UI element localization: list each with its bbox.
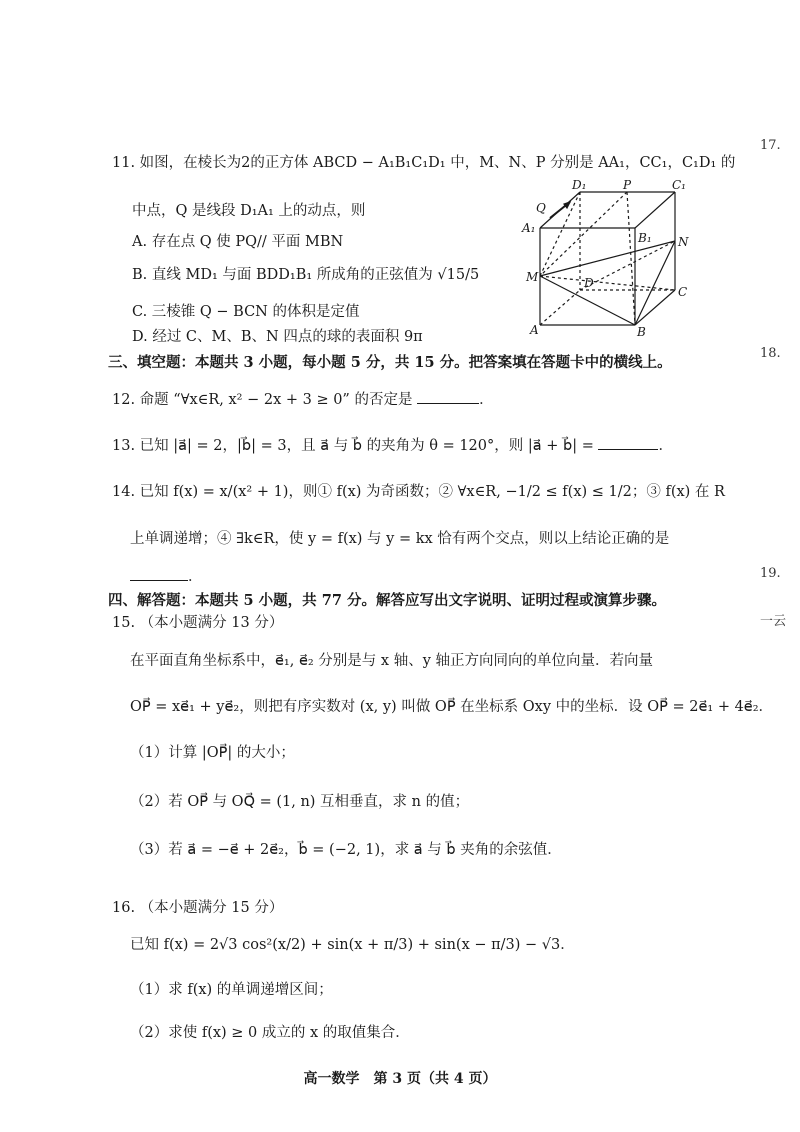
q12-line: 12. 命题 “∀x∈R, x² − 2x + 3 ≥ 0” 的否定是 ． <box>112 389 494 410</box>
label-q: Q <box>536 201 546 215</box>
label-p: P <box>623 180 632 192</box>
label-n: N <box>678 235 689 249</box>
label-b: B <box>637 325 646 339</box>
q11-stem-line2: 中点，Q 是线段 D₁A₁ 上的动点，则 <box>132 203 366 219</box>
cube-figure <box>520 180 700 340</box>
label-b1: B₁ <box>638 231 652 245</box>
q11-option-d: D. 经过 C、M、B、N 四点的球的表面积 9π <box>132 329 423 345</box>
q15-part1: （1）计算 |OP⃗| 的大小； <box>130 745 295 761</box>
label-a1: A₁ <box>522 221 536 235</box>
q14-line2: 上单调递增；④ ∃k∈R，使 y = f(x) 与 y = kx 恰有两个交点，则以上结论正确的是 <box>130 531 670 547</box>
q14-line1: 14. 已知 f(x) = x/(x² + 1)，则① f(x) 为奇函数；② ∀x∈R, −1/2 ≤ f(x) ≤ 1/2；③ f(x) 在 R <box>112 484 725 500</box>
q16-part1: （1）求 f(x) 的单调递增区间； <box>130 982 333 998</box>
q15-text2: OP⃗ = xe⃗₁ + ye⃗₂，则把有序实数对 (x, y) 叫做 OP⃗ 在坐标系 Oxy 中的坐标．设 OP⃗ = 2e⃗₁ + 4e⃗₂． <box>130 699 774 715</box>
q12-text: 12. 命题 “∀x∈R, x² − 2x + 3 ≥ 0” 的否定是 <box>112 392 413 408</box>
q13-line: 13. 已知 |a⃗| = 2，|b⃗| = 3，且 a⃗ 与 b⃗ 的夹角为 θ = 120°，则 |a⃗ + b⃗| = ． <box>112 435 673 456</box>
q13-text: 13. 已知 |a⃗| = 2，|b⃗| = 3，且 a⃗ 与 b⃗ 的夹角为 θ = 120°，则 |a⃗ + b⃗| = <box>112 438 594 454</box>
line-dn <box>580 241 675 290</box>
q13-answer-blank <box>598 435 658 450</box>
section4-heading: 四、解答题：本题共 5 小题，共 77 分。解答应写出文字说明、证明过程或演算步骤。 <box>108 592 666 609</box>
q15-text1: 在平面直角坐标系中，e⃗₁, e⃗₂ 分别是与 x 轴、y 轴正方向同向的单位向量．若向量 <box>130 653 653 669</box>
q15-part3: （3）若 a⃗ = −e⃗ + 2e⃗₂，b⃗ = (−2, 1)，求 a⃗ 与 b⃗ 夹角的余弦值． <box>130 842 562 858</box>
q11-option-a: A. 存在点 Q 使 PQ// 平面 MBN <box>132 234 344 250</box>
side-number-19: 19. <box>760 566 781 581</box>
line-pm <box>540 192 627 276</box>
q11-option-c: C. 三棱锥 Q − BCN 的体积是定值 <box>132 304 360 320</box>
label-m: M <box>526 270 539 284</box>
section3-heading: 三、填空题：本题共 3 小题，每小题 5 分，共 15 分。把答案填在答题卡中的横线上。 <box>108 354 672 371</box>
label-c: C <box>678 285 688 299</box>
label-a: A <box>530 323 539 337</box>
line-mn <box>540 241 675 276</box>
side-number-18: 18. <box>760 346 781 361</box>
q11-stem-line1: 11. 如图，在棱长为2的正方体 ABCD − A₁B₁C₁D₁ 中，M、N、P 分别是 AA₁，CC₁，C₁D₁ 的 <box>112 155 736 171</box>
label-d: D <box>584 276 594 290</box>
line-pb <box>627 192 635 325</box>
label-d1: D₁ <box>572 180 587 192</box>
q11-option-b: B. 直线 MD₁ 与面 BDD₁B₁ 所成角的正弦值为 √15/5 <box>132 267 480 283</box>
q16-part2: （2）求使 f(x) ≥ 0 成立的 x 的取值集合． <box>130 1025 410 1041</box>
side-number-17: 17. <box>760 138 781 153</box>
edge-bc <box>635 290 675 325</box>
label-c1: C₁ <box>672 180 686 192</box>
q15-part2: （2）若 OP⃗ 与 OQ⃗ = (1, n) 互相垂直，求 n 的值； <box>130 794 470 810</box>
q16-text: 已知 f(x) = 2√3 cos²(x/2) + sin(x + π/3) + sin(x − π/3) − √3． <box>130 937 575 953</box>
line-md1 <box>540 192 580 276</box>
q16-title: 16. （本小题满分 15 分） <box>112 900 284 916</box>
q12-answer-blank <box>417 389 479 404</box>
q14-answer-line: ． <box>130 566 203 587</box>
page-footer: 高一数学 第 3 页（共 4 页） <box>303 1071 497 1087</box>
edge-b1c1 <box>635 192 675 228</box>
edge-ad <box>540 290 580 325</box>
q15-title: 15. （本小题满分 13 分） <box>112 615 284 631</box>
q14-answer-blank <box>130 566 188 581</box>
line-nb <box>635 241 675 325</box>
side-fragment: 一云 <box>760 614 787 629</box>
